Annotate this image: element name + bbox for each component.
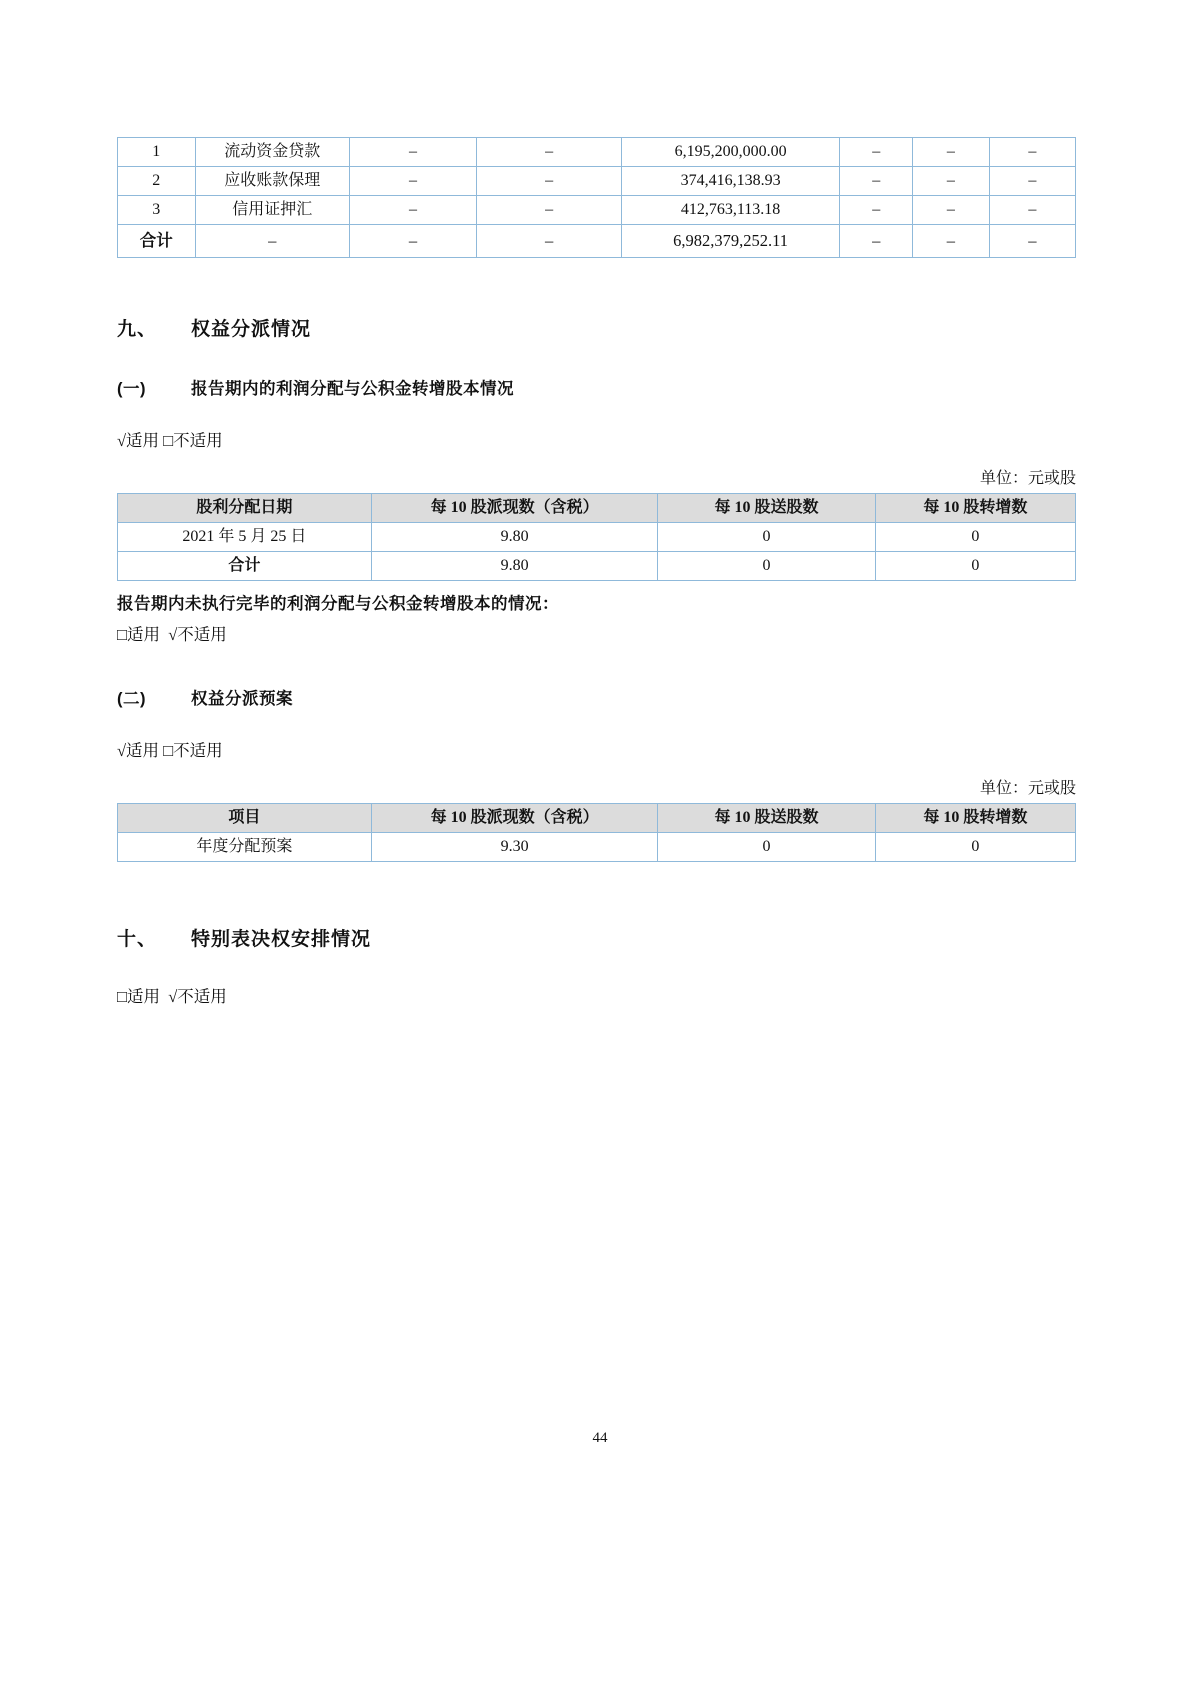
- column-header: 项目: [118, 804, 372, 833]
- table-cell: –: [989, 196, 1075, 225]
- table-cell: –: [840, 225, 913, 258]
- table-cell: 1: [118, 138, 196, 167]
- table-cell: 2: [118, 167, 196, 196]
- unit-label: 单位：元或股: [979, 780, 1076, 797]
- table-cell: 9.80: [371, 552, 657, 581]
- table-cell: 0: [875, 523, 1075, 552]
- unfinished-distribution-note: 报告期内未执行完毕的利润分配与公积金转增股本的情况：: [117, 595, 559, 613]
- table-cell: –: [349, 138, 476, 167]
- table-cell: 9.30: [371, 833, 657, 862]
- table-cell: 9.80: [371, 523, 657, 552]
- subsection-heading-9-1: [117, 375, 1076, 399]
- table-row: [118, 138, 1076, 167]
- section-number: 九、: [117, 319, 158, 340]
- table-cell: 0: [658, 833, 875, 862]
- distribution-plan-table: [117, 803, 1076, 862]
- table-cell: –: [477, 196, 622, 225]
- table-cell: 6,982,379,252.11: [621, 225, 839, 258]
- table-cell: –: [913, 196, 990, 225]
- table-cell: –: [349, 225, 476, 258]
- table-cell: 3: [118, 196, 196, 225]
- table-cell: –: [840, 138, 913, 167]
- subsection-title: 报告期内的利润分配与公积金转增股本情况: [191, 380, 514, 398]
- dividend-distribution-table: [117, 493, 1076, 581]
- table-cell: 流动资金贷款: [195, 138, 349, 167]
- table-total-row: [118, 225, 1076, 258]
- table-cell: –: [913, 225, 990, 258]
- subsection-title: 权益分派预案: [191, 690, 293, 708]
- table-total-row: [118, 552, 1076, 581]
- table-row: [118, 833, 1076, 862]
- table-row: [118, 167, 1076, 196]
- table-cell: –: [913, 167, 990, 196]
- table-cell: –: [989, 138, 1075, 167]
- table-header-row: [118, 804, 1076, 833]
- table-cell: 0: [658, 523, 875, 552]
- table-cell: 0: [875, 552, 1075, 581]
- table-cell: 6,195,200,000.00: [621, 138, 839, 167]
- table-cell: –: [477, 138, 622, 167]
- subsection-heading-9-2: [117, 685, 1076, 709]
- table-cell: –: [989, 225, 1075, 258]
- table-cell: –: [913, 138, 990, 167]
- table-row: [118, 196, 1076, 225]
- subsection-number: (一): [117, 380, 146, 398]
- table-cell: 信用证押汇: [195, 196, 349, 225]
- column-header: 每 10 股送股数: [658, 804, 875, 833]
- table-cell: –: [989, 167, 1075, 196]
- applicability-line: □适用 √不适用: [117, 625, 227, 644]
- table-cell: –: [840, 167, 913, 196]
- column-header: 股利分配日期: [118, 494, 372, 523]
- table-cell: –: [840, 196, 913, 225]
- table-cell: –: [477, 225, 622, 258]
- column-header: 每 10 股派现数（含税）: [371, 494, 657, 523]
- table-cell: –: [349, 167, 476, 196]
- loan-summary-table: [117, 137, 1076, 258]
- table-cell: 应收账款保理: [195, 167, 349, 196]
- section-title: 权益分派情况: [191, 319, 312, 340]
- page-number: 44: [592, 1430, 608, 1446]
- table-cell: 0: [875, 833, 1075, 862]
- section-title: 特别表决权安排情况: [191, 929, 372, 950]
- subsection-number: (二): [117, 690, 146, 708]
- table-cell: 合计: [118, 225, 196, 258]
- table-cell: 合计: [118, 552, 372, 581]
- applicability-line: √适用 □不适用: [117, 431, 223, 450]
- applicability-line: √适用 □不适用: [117, 741, 223, 760]
- table-cell: 412,763,113.18: [621, 196, 839, 225]
- section-heading-9: [117, 314, 1076, 341]
- table-cell: 374,416,138.93: [621, 167, 839, 196]
- section-heading-10: [117, 924, 1076, 951]
- column-header: 每 10 股转增数: [875, 804, 1075, 833]
- table-cell: –: [349, 196, 476, 225]
- section-number: 十、: [117, 929, 158, 950]
- applicability-line: □适用 √不适用: [117, 987, 227, 1006]
- unit-label: 单位：元或股: [979, 470, 1076, 487]
- table-cell: –: [195, 225, 349, 258]
- table-cell: 年度分配预案: [118, 833, 372, 862]
- table-cell: 0: [658, 552, 875, 581]
- column-header: 每 10 股转增数: [875, 494, 1075, 523]
- table-cell: 2021 年 5 月 25 日: [118, 523, 372, 552]
- table-row: [118, 523, 1076, 552]
- table-header-row: [118, 494, 1076, 523]
- column-header: 每 10 股送股数: [658, 494, 875, 523]
- table-cell: –: [477, 167, 622, 196]
- column-header: 每 10 股派现数（含税）: [371, 804, 657, 833]
